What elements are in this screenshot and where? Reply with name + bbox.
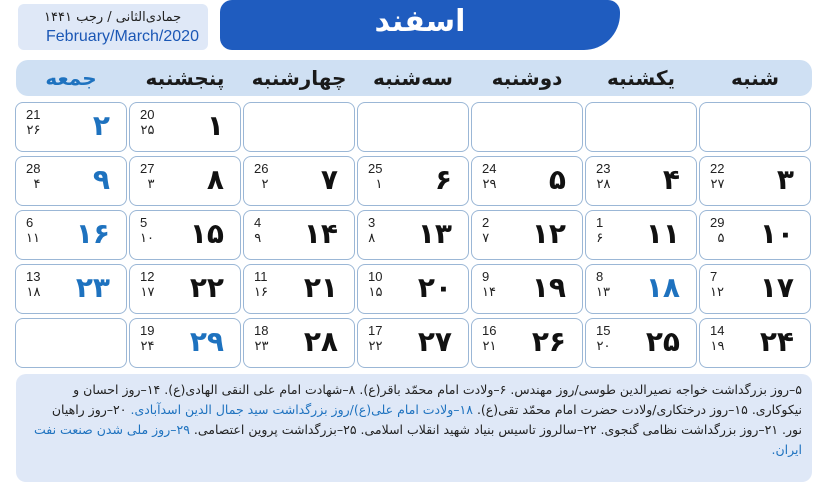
hijri-day: ۶ (596, 231, 604, 246)
empty-cell (699, 102, 811, 152)
secondary-dates (482, 161, 496, 193)
empty-cell (471, 102, 583, 152)
gregorian-day: 7 (710, 269, 718, 284)
hijri-day: ۲۰ (596, 339, 611, 354)
secondary-dates (140, 323, 154, 355)
secondary-dates (254, 323, 268, 355)
persian-day-number: ۲۶ (531, 325, 566, 358)
persian-day-number: ۱۰ (759, 217, 794, 250)
persian-day-number: ۱۴ (303, 217, 338, 250)
persian-day-number: ۲۷ (417, 325, 452, 358)
hijri-day: ۴ (33, 177, 41, 192)
gregorian-day: 25 (368, 161, 383, 176)
gregorian-day: 20 (140, 107, 155, 122)
hijri-day: ۲۳ (254, 339, 269, 354)
month-title: اسفند (374, 4, 466, 39)
day-cell[interactable] (243, 318, 355, 368)
occasions-notes (16, 374, 812, 482)
hijri-day: ۳ (147, 177, 155, 192)
day-cell[interactable] (699, 210, 811, 260)
gregorian-day: 4 (254, 215, 262, 230)
gregorian-day: 24 (482, 161, 497, 176)
gregorian-day: 14 (710, 323, 725, 338)
gregorian-day: 8 (596, 269, 604, 284)
secondary-dates (710, 215, 724, 247)
hijri-day: ۸ (368, 231, 376, 246)
occasions-text (28, 380, 802, 460)
gregorian-day: 27 (140, 161, 155, 176)
persian-day-number: ۲۲ (189, 271, 224, 304)
day-cell[interactable] (129, 318, 241, 368)
gregorian-day: 1 (596, 215, 604, 230)
persian-day-number: ۶ (434, 163, 452, 196)
hijri-day: ۷ (482, 231, 490, 246)
day-cell[interactable] (357, 210, 469, 260)
hijri-day: ۵ (717, 231, 725, 246)
persian-day-number: ۲۱ (303, 271, 338, 304)
persian-day-number: ۳ (776, 163, 794, 196)
hijri-day: ۲۴ (140, 339, 155, 354)
hijri-months: جمادی‌الثانی / رجب ۱۴۴۱ (44, 10, 182, 25)
hijri-day: ۲۲ (368, 339, 383, 354)
occasion-note: ۲۰–روز راهیان نور. ۲۱–روز بزرگداشت نظامی گنجوی. ۲۲–سالروز تاسیس بنیاد شهید انقلاب اسلامی. ۲۵–بزرگداشت پروین اعتصامی. (51, 402, 802, 437)
persian-day-number: ۲۹ (189, 325, 224, 358)
gregorian-day: 16 (482, 323, 497, 338)
hijri-day: ۱۰ (140, 231, 154, 246)
gregorian-day: 22 (710, 161, 725, 176)
month-title-banner (220, 0, 620, 50)
persian-day-number: ۵ (548, 163, 566, 196)
occasion-note: ۲۹–روز ملی شدن صنعت نفت ایران. (34, 422, 802, 457)
weekday-1: یکشنبه (607, 66, 675, 90)
hijri-day: ۲۸ (596, 177, 611, 192)
gregorian-day: 12 (140, 269, 155, 284)
secondary-dates (368, 161, 382, 193)
day-cell[interactable] (129, 156, 241, 206)
day-cell[interactable] (15, 264, 127, 314)
empty-cell (357, 102, 469, 152)
hijri-day: ۲۷ (710, 177, 725, 192)
gregorian-day: 19 (140, 323, 155, 338)
weekday-0: شنبه (730, 66, 780, 90)
persian-day-number: ۱۳ (417, 217, 452, 250)
persian-day-number: ۱۸ (645, 271, 680, 304)
subheader-box (18, 4, 208, 50)
secondary-dates (596, 323, 610, 355)
secondary-dates (26, 215, 40, 247)
weekday-3: سه‌شنبه (373, 66, 453, 90)
secondary-dates (140, 215, 154, 247)
secondary-dates (26, 269, 40, 301)
day-cell[interactable] (585, 264, 697, 314)
secondary-dates (710, 269, 724, 301)
persian-day-number: ۸ (206, 163, 224, 196)
hijri-day: ۱ (375, 177, 383, 192)
weekday-5: پنجشنبه (145, 66, 225, 90)
gregorian-day: 3 (368, 215, 376, 230)
day-cell[interactable] (699, 156, 811, 206)
gregorian-day: 29 (710, 215, 725, 230)
weekday-2: دوشنبه (491, 66, 563, 90)
hijri-day: ۱۱ (26, 231, 40, 246)
persian-day-number: ۲ (92, 109, 110, 142)
persian-day-number: ۲۸ (303, 325, 338, 358)
secondary-dates (26, 161, 40, 193)
persian-day-number: ۱۲ (531, 217, 566, 250)
secondary-dates (254, 215, 261, 247)
secondary-dates (710, 323, 724, 355)
gregorian-day: 10 (368, 269, 383, 284)
persian-day-number: ۱۹ (531, 271, 566, 304)
occasion-note: ۵–روز بزرگداشت خواجه نصیرالدین طوسی/روز مهندس. ۶–ولادت امام محمّد باقر(ع). ۸–شهادت امام علی النقی الهادی(ع). ۱۴–روز احسان و نیکوکاری. ۱۵–روز درختکاری/ولادت حضرت امام محمّد تقی(ع). (73, 382, 802, 417)
day-cell[interactable] (471, 264, 583, 314)
gregorian-day: 23 (596, 161, 611, 176)
empty-cell (243, 102, 355, 152)
day-cell[interactable] (357, 264, 469, 314)
day-cell[interactable] (243, 264, 355, 314)
gregorian-day: 17 (368, 323, 383, 338)
day-cell[interactable] (471, 156, 583, 206)
hijri-day: ۹ (254, 231, 262, 246)
secondary-dates (254, 161, 268, 193)
hijri-day: ۲۵ (140, 123, 155, 138)
secondary-dates (368, 323, 382, 355)
gregorian-day: 21 (26, 107, 41, 122)
day-cell[interactable] (15, 156, 127, 206)
hijri-day: ۲ (261, 177, 269, 192)
gregorian-day: 28 (26, 161, 41, 176)
hijri-day: ۲۱ (482, 339, 497, 354)
day-cell[interactable] (243, 210, 355, 260)
secondary-dates (596, 269, 610, 301)
gregorian-day: 2 (482, 215, 490, 230)
secondary-dates (140, 107, 154, 139)
persian-day-number: ۲۰ (417, 271, 452, 304)
day-cell[interactable] (129, 264, 241, 314)
gregorian-day: 18 (254, 323, 269, 338)
day-cell[interactable] (471, 318, 583, 368)
secondary-dates (26, 107, 40, 139)
secondary-dates (140, 161, 154, 193)
hijri-day: ۱۷ (140, 285, 155, 300)
day-cell[interactable] (129, 102, 241, 152)
hijri-day: ۲۶ (26, 123, 41, 138)
hijri-day: ۲۹ (482, 177, 497, 192)
persian-day-number: ۲۵ (645, 325, 680, 358)
persian-day-number: ۲۳ (75, 271, 110, 304)
persian-day-number: ۱۱ (645, 217, 680, 250)
hijri-day: ۱۲ (710, 285, 724, 300)
gregorian-months: February/March/2020 (46, 28, 199, 45)
day-cell[interactable] (15, 210, 127, 260)
day-cell[interactable] (585, 210, 697, 260)
gregorian-day: 6 (26, 215, 34, 230)
gregorian-day: 9 (482, 269, 490, 284)
hijri-day: ۱۵ (368, 285, 383, 300)
hijri-day: ۱۸ (26, 285, 41, 300)
secondary-dates (368, 215, 375, 247)
persian-day-number: ۱۵ (189, 217, 224, 250)
gregorian-day: 26 (254, 161, 269, 176)
empty-cell (15, 318, 127, 368)
hijri-day: ۱۴ (482, 285, 496, 300)
secondary-dates (482, 323, 496, 355)
gregorian-day: 5 (140, 215, 148, 230)
persian-day-number: ۷ (320, 163, 338, 196)
persian-day-number: ۱ (206, 109, 224, 142)
empty-cell (585, 102, 697, 152)
day-cell[interactable] (585, 156, 697, 206)
persian-day-number: ۱۷ (759, 271, 794, 304)
day-cell[interactable] (699, 318, 811, 368)
secondary-dates (596, 161, 610, 193)
weekday-6: جمعه (45, 66, 97, 90)
hijri-day: ۱۶ (254, 285, 268, 300)
gregorian-day: 13 (26, 269, 41, 284)
persian-day-number: ۹ (92, 163, 110, 196)
secondary-dates (482, 215, 489, 247)
secondary-dates (254, 269, 268, 301)
day-cell[interactable] (357, 318, 469, 368)
hijri-day: ۱۳ (596, 285, 610, 300)
day-cell[interactable] (699, 264, 811, 314)
persian-day-number: ۴ (662, 163, 680, 196)
occasion-note: ۱۸–ولادت امام علی(ع)/روز بزرگداشت سید جمال الدین اسدآبادی. (130, 402, 473, 417)
day-cell[interactable] (15, 102, 127, 152)
day-cell[interactable] (585, 318, 697, 368)
secondary-dates (368, 269, 382, 301)
day-cell[interactable] (243, 156, 355, 206)
day-cell[interactable] (357, 156, 469, 206)
secondary-dates (482, 269, 496, 301)
weekday-header (16, 60, 812, 96)
secondary-dates (140, 269, 154, 301)
weekday-4: چهارشنبه (251, 66, 347, 90)
calendar-grid (16, 102, 812, 370)
day-cell[interactable] (471, 210, 583, 260)
gregorian-day: 15 (596, 323, 611, 338)
secondary-dates (596, 215, 603, 247)
persian-day-number: ۲۴ (759, 325, 794, 358)
hijri-day: ۱۹ (710, 339, 725, 354)
persian-day-number: ۱۶ (75, 217, 110, 250)
gregorian-day: 11 (254, 269, 268, 284)
secondary-dates (710, 161, 724, 193)
day-cell[interactable] (129, 210, 241, 260)
